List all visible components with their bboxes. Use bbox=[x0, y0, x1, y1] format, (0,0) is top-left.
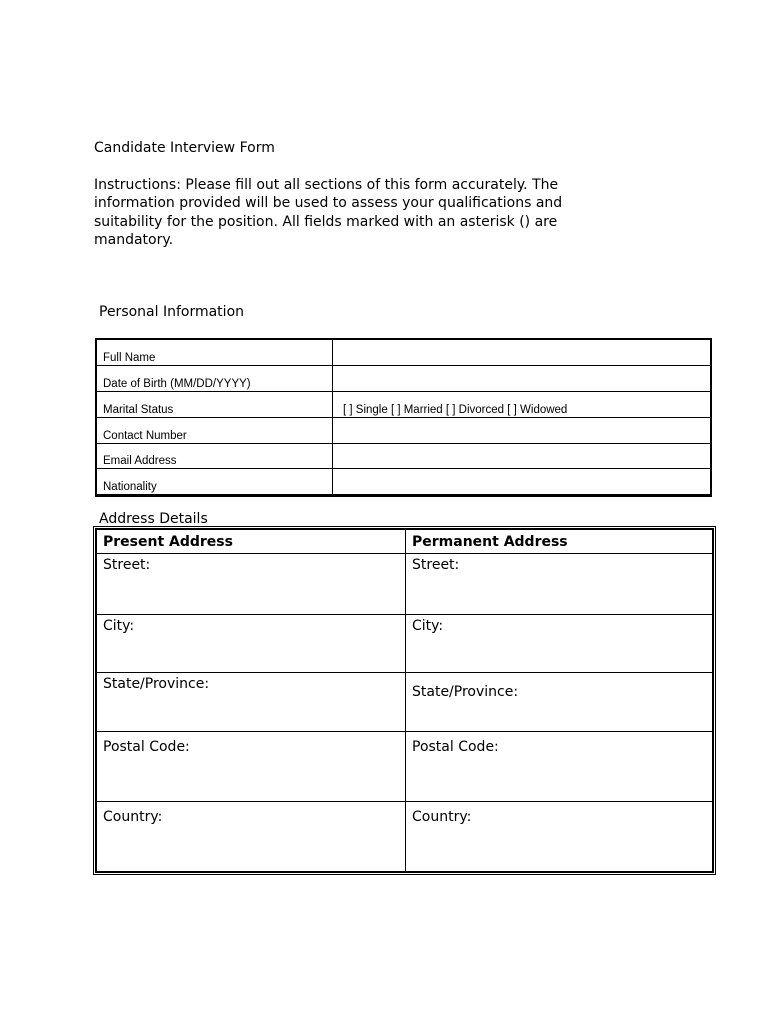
table-row bbox=[96, 802, 713, 873]
table-row bbox=[96, 554, 713, 615]
nationality-field[interactable] bbox=[333, 469, 712, 495]
personal-information-heading: Personal Information bbox=[99, 304, 245, 320]
permanent-state-field[interactable]: State/Province: bbox=[406, 673, 714, 732]
present-postal-code-field[interactable]: Postal Code: bbox=[96, 732, 406, 802]
personal-information-table bbox=[95, 338, 712, 496]
date-of-birth-label: Date of Birth (MM/DD/YYYY) bbox=[96, 365, 333, 391]
contact-number-label: Contact Number bbox=[96, 417, 333, 443]
permanent-city-field[interactable]: City: bbox=[406, 615, 714, 673]
address-details-heading: Address Details bbox=[99, 511, 208, 527]
document-title: Candidate Interview Form bbox=[94, 140, 275, 156]
table-row bbox=[96, 339, 711, 365]
table-header-row bbox=[96, 529, 713, 554]
instructions-text: Instructions: Please fill out all sections of this form accurately. The information provided will be used to assess your qualifications and suitability for the position. All fields marked with an asterisk () are mandatory. bbox=[94, 177, 563, 248]
table-row bbox=[96, 673, 713, 732]
permanent-postal-code-field[interactable]: Postal Code: bbox=[406, 732, 714, 802]
present-country-field[interactable]: Country: bbox=[96, 802, 406, 873]
email-address-field[interactable] bbox=[333, 443, 712, 469]
present-street-field[interactable]: Street: bbox=[96, 554, 406, 615]
full-name-field[interactable] bbox=[333, 339, 712, 365]
date-of-birth-field[interactable] bbox=[333, 365, 712, 391]
email-address-label: Email Address bbox=[96, 443, 333, 469]
marital-status-options[interactable]: [ ] Single [ ] Married [ ] Divorced [ ] Widowed bbox=[333, 391, 712, 417]
table-row bbox=[96, 469, 711, 495]
table-row bbox=[96, 417, 711, 443]
present-city-field[interactable]: City: bbox=[96, 615, 406, 673]
table-row bbox=[96, 615, 713, 673]
address-details-table bbox=[95, 528, 714, 873]
permanent-address-header: Permanent Address bbox=[406, 529, 714, 554]
nationality-label: Nationality bbox=[96, 469, 333, 495]
present-address-header: Present Address bbox=[96, 529, 406, 554]
contact-number-field[interactable] bbox=[333, 417, 712, 443]
present-state-field[interactable]: State/Province: bbox=[96, 673, 406, 732]
marital-status-label: Marital Status bbox=[96, 391, 333, 417]
permanent-country-field[interactable]: Country: bbox=[406, 802, 714, 873]
permanent-street-field[interactable]: Street: bbox=[406, 554, 714, 615]
table-row bbox=[96, 443, 711, 469]
table-row bbox=[96, 732, 713, 802]
table-row bbox=[96, 365, 711, 391]
table-row bbox=[96, 391, 711, 417]
full-name-label: Full Name bbox=[96, 339, 333, 365]
